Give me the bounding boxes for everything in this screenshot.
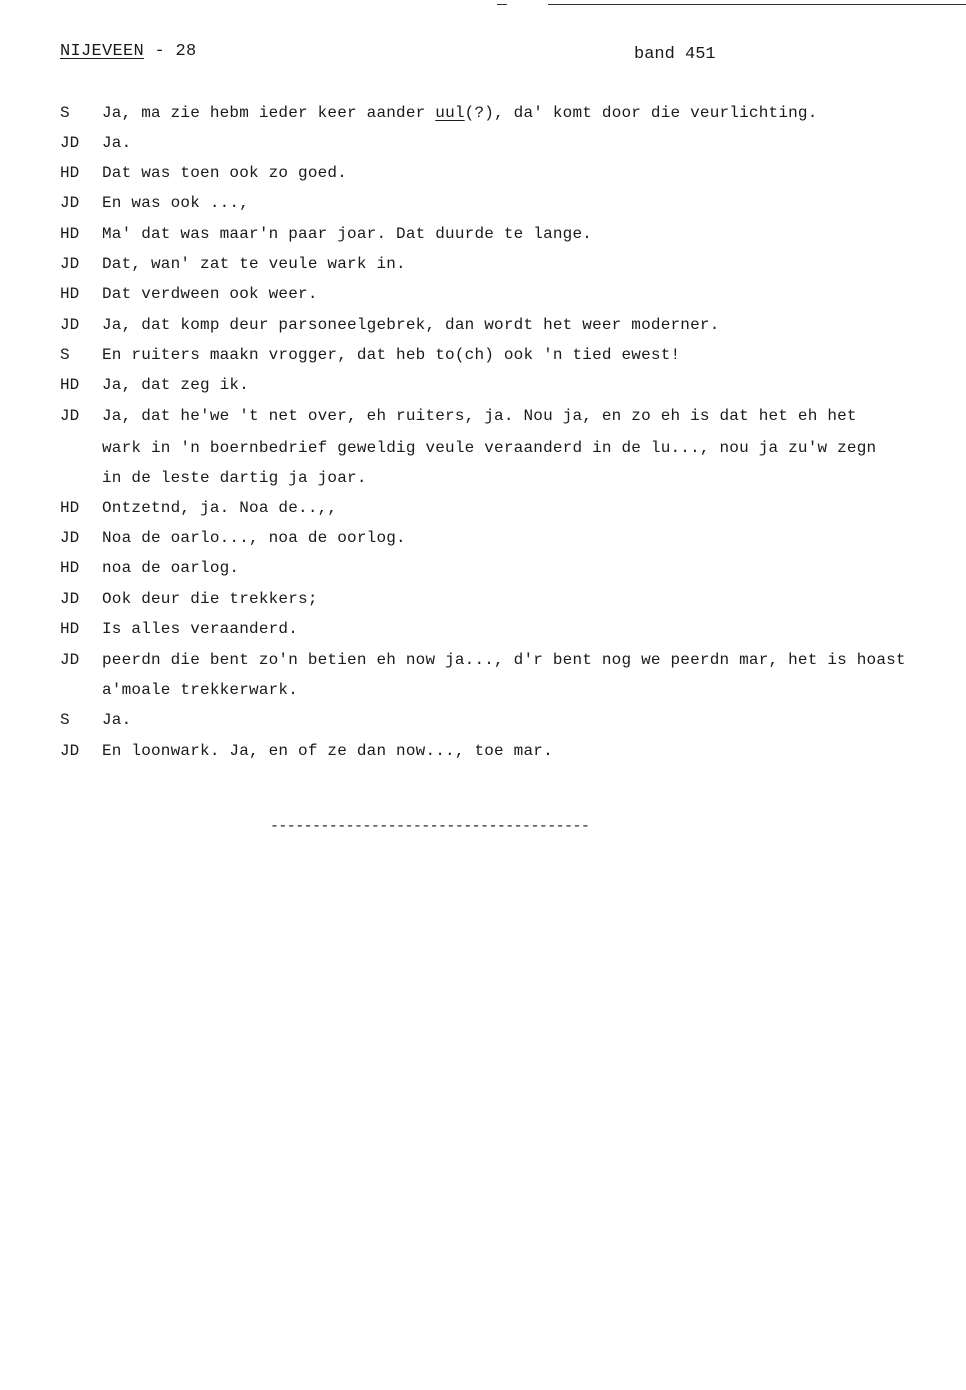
speaker-label: JD [60, 134, 80, 152]
utterance: noa de oarlog. [102, 559, 240, 577]
transcript-line-continuation [0, 681, 966, 711]
speaker-label: S [60, 104, 70, 122]
utterance: Dat verdween ook weer. [102, 285, 318, 303]
transcript-line [0, 225, 966, 255]
top-rule [548, 4, 966, 5]
transcript-line [0, 620, 966, 650]
transcript-line [0, 529, 966, 559]
speaker-label: HD [60, 499, 80, 517]
speaker-label: JD [60, 407, 80, 425]
utterance: En loonwark. Ja, en of ze dan now..., toe mar. [102, 742, 553, 760]
speaker-label: HD [60, 376, 80, 394]
speaker-label: JD [60, 316, 80, 334]
top-mark [497, 4, 507, 5]
page-header-left [60, 42, 197, 61]
speaker-label: JD [60, 255, 80, 273]
transcript-line [0, 255, 966, 285]
transcript-line [0, 346, 966, 376]
utterance: Ook deur die trekkers; [102, 590, 318, 608]
utterance: in de leste dartig ja joar. [102, 469, 367, 487]
speaker-label: HD [60, 164, 80, 182]
utterance: Ja, dat zeg ik. [102, 376, 250, 394]
speaker-label: HD [60, 225, 80, 243]
utterance: peerdn die bent zo'n betien eh now ja..., d'r bent nog we peerdn mar, het is hoast [102, 651, 906, 669]
utterance: Dat, wan' zat te veule wark in. [102, 255, 406, 273]
speaker-label: JD [60, 590, 80, 608]
utterance: Ja. [102, 711, 132, 729]
utterance: Ja, dat komp deur parsoneelgebrek, dan wordt het weer moderner. [102, 316, 720, 334]
utterance: Dat was toen ook zo goed. [102, 164, 348, 182]
utterance: Ja. [102, 134, 132, 152]
underlined-word: uul [435, 104, 465, 122]
page-number: - 28 [144, 42, 197, 61]
transcript-line-continuation [0, 439, 966, 469]
transcript-line [0, 285, 966, 315]
transcript-line [0, 194, 966, 224]
utterance: Ja, dat he'we 't net over, eh ruiters, ja. Nou ja, en zo eh is dat het eh het [102, 407, 857, 425]
place-name: NIJEVEEN [60, 42, 145, 61]
end-divider: -------------------------------------- [270, 818, 590, 835]
utterance: Ma' dat was maar'n paar joar. Dat duurde te lange. [102, 225, 593, 243]
transcript-line [0, 742, 966, 772]
speaker-label: JD [60, 194, 80, 212]
transcript-line [0, 376, 966, 406]
speaker-label: JD [60, 651, 80, 669]
utterance [102, 104, 818, 122]
utterance: Is alles veraanderd. [102, 620, 299, 638]
transcript-line-continuation [0, 469, 966, 499]
speaker-label: JD [60, 742, 80, 760]
utterance: Noa de oarlo..., noa de oorlog. [102, 529, 406, 547]
band-number: band 451 [634, 45, 716, 64]
utterance: a'moale trekkerwark. [102, 681, 299, 699]
transcript-line [0, 407, 966, 437]
transcript-line [0, 590, 966, 620]
utterance: Ontzetnd, ja. Noa de..,, [102, 499, 338, 517]
speaker-label: JD [60, 529, 80, 547]
transcript-line [0, 134, 966, 164]
transcript-line [0, 316, 966, 346]
transcript-line [0, 104, 966, 134]
speaker-label: HD [60, 285, 80, 303]
utterance-part: (?), da' komt door die veurlichting. [464, 104, 818, 122]
speaker-label: S [60, 711, 70, 729]
utterance: wark in 'n boernbedrief geweldig veule veraanderd in de lu..., nou ja zu'w zegn [102, 439, 877, 457]
transcript-line [0, 499, 966, 529]
speaker-label: HD [60, 620, 80, 638]
transcript-line [0, 559, 966, 589]
transcript-line [0, 651, 966, 681]
utterance: En was ook ..., [102, 194, 250, 212]
transcript-line [0, 711, 966, 741]
transcript-line [0, 164, 966, 194]
speaker-label: HD [60, 559, 80, 577]
utterance-part: Ja, ma zie hebm ieder keer aander [102, 104, 436, 122]
utterance: En ruiters maakn vrogger, dat heb to(ch) ook 'n tied ewest! [102, 346, 681, 364]
speaker-label: S [60, 346, 70, 364]
